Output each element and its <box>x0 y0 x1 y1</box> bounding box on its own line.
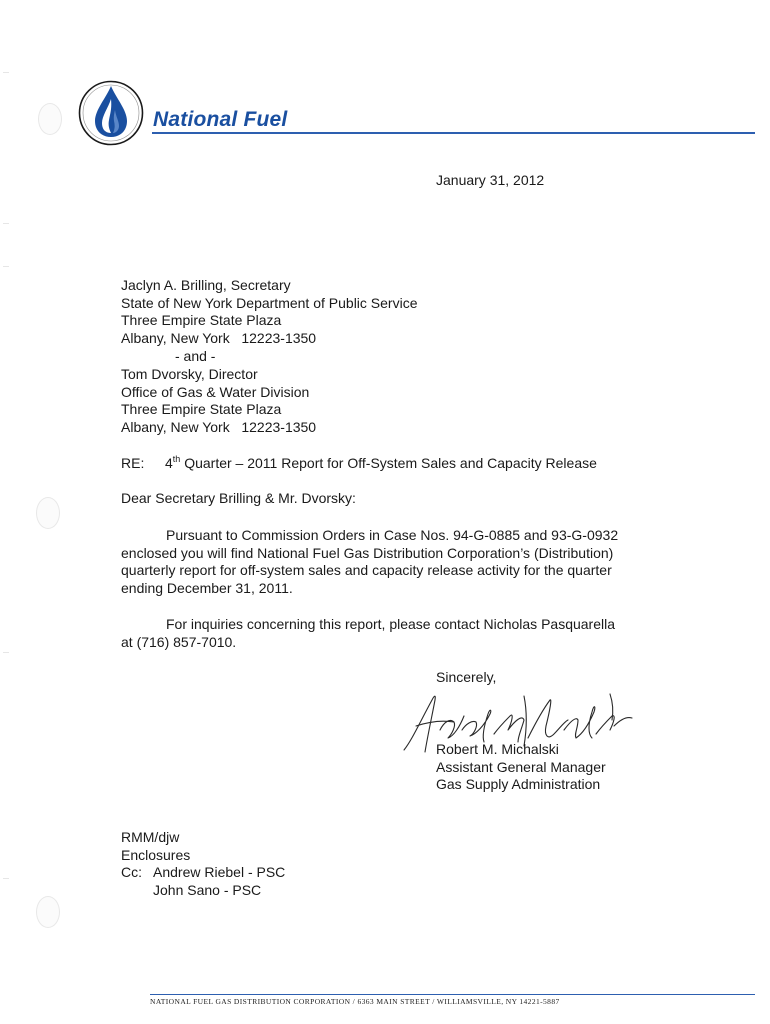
paragraph-line: quarterly report for off-system sales and capacity release activity for the quarter <box>121 562 612 578</box>
scan-mark <box>3 878 9 879</box>
scan-mark <box>3 72 9 73</box>
cc-recipient: Andrew Riebel - PSC <box>153 864 286 880</box>
re-quarter-suffix: th <box>172 454 181 464</box>
footer-address: NATIONAL FUEL GAS DISTRIBUTION CORPORATION / 6363 MAIN STREET / WILLIAMSVILLE, NY 14221-5887 <box>150 997 560 1006</box>
signer-name: Robert M. Michalski <box>436 741 559 757</box>
company-wordmark: National Fuel <box>153 108 288 131</box>
address-line: Three Empire State Plaza <box>121 312 282 328</box>
address-line: Jaclyn A. Brilling, Secretary <box>121 277 291 293</box>
punch-hole-bottom <box>36 896 60 928</box>
scan-mark <box>3 266 9 267</box>
re-line <box>121 455 597 473</box>
address-line: Office of Gas & Water Division <box>121 383 310 400</box>
signer-block <box>436 741 606 794</box>
address-line: Three Empire State Plaza <box>121 401 282 417</box>
paragraph-line: at (716) 857-7010. <box>121 633 237 650</box>
address-separator: - and - <box>175 348 216 364</box>
address-line: Albany, New York 12223-1350 <box>121 329 317 346</box>
footer-rule <box>150 994 755 995</box>
flame-drop-logo-icon <box>78 80 144 146</box>
header-rule <box>152 132 755 134</box>
paragraph-line: ending December 31, 2011. <box>121 579 293 596</box>
cc-label: Cc: <box>121 864 142 880</box>
reference-initials: RMM/djw <box>121 829 180 845</box>
enclosures-notation: Enclosures <box>121 847 191 863</box>
signer-title: Assistant General Manager <box>436 758 606 775</box>
body-paragraph <box>121 527 661 597</box>
cc-recipient: John Sano - PSC <box>153 882 262 898</box>
punch-hole-middle <box>36 497 60 529</box>
complimentary-close: Sincerely, <box>436 669 497 685</box>
address-line: State of New York Department of Public Service <box>121 294 418 311</box>
paragraph-line: Pursuant to Commission Orders in Case Nos. 94-G-0885 and 93-G-0932 <box>166 527 619 543</box>
addressee-block-secondary <box>121 366 316 436</box>
punch-hole-top <box>38 103 62 135</box>
scan-mark <box>3 223 9 224</box>
body-paragraph <box>121 616 661 651</box>
re-label: RE: <box>121 455 145 471</box>
letter-date: January 31, 2012 <box>436 172 545 188</box>
paragraph-line: For inquiries concerning this report, please contact Nicholas Pasquarella <box>166 616 616 632</box>
salutation: Dear Secretary Brilling & Mr. Dvorsky: <box>121 490 356 506</box>
signer-department: Gas Supply Administration <box>436 776 601 792</box>
address-line: Tom Dvorsky, Director <box>121 366 258 382</box>
addressee-block-primary <box>121 277 417 347</box>
re-subject: Quarter – 2011 Report for Off-System Sales and Capacity Release <box>180 455 597 471</box>
scan-mark <box>3 652 9 653</box>
paragraph-line: enclosed you will find National Fuel Gas Distribution Corporation’s (Distribution) <box>121 544 614 561</box>
address-line: Albany, New York 12223-1350 <box>121 418 317 435</box>
re-quarter-number: 4 <box>165 455 173 471</box>
